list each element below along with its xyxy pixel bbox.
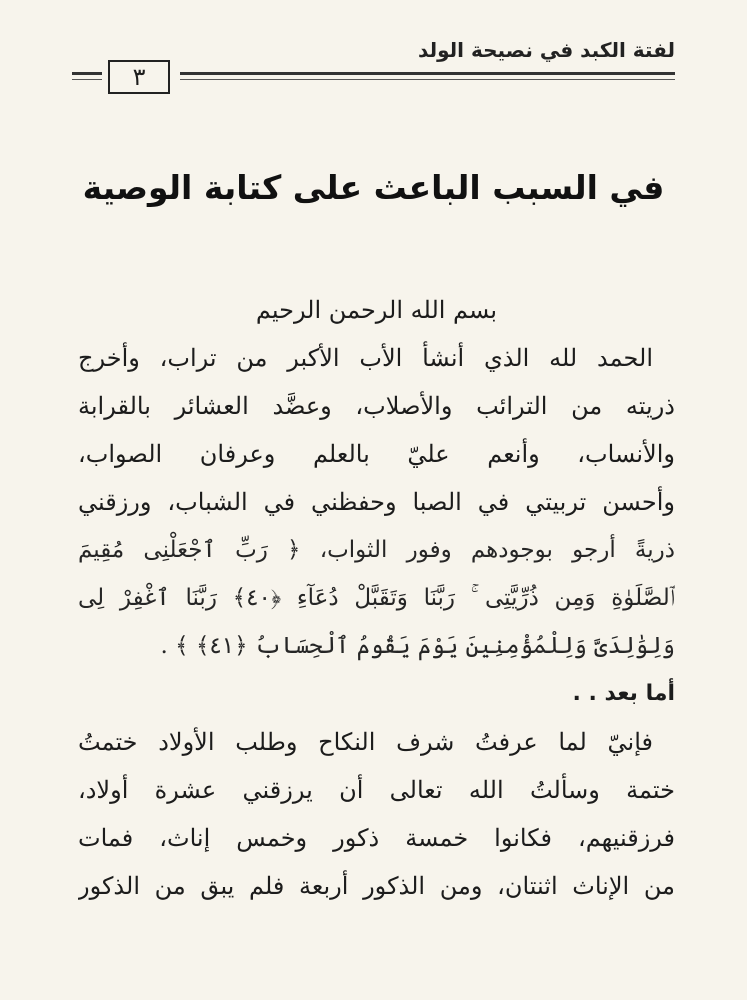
section-opening: أما بعد . .: [572, 681, 675, 706]
quran-line: ذريةً أرجو بوجودهم وفور الثواب، ﴿ رَبِّ ٱجْعَلْنِى مُقِيمَ: [78, 537, 675, 563]
text-line: فرزقنيهم، فكانوا خمسة ذكور وخمس إناث، فمات: [78, 824, 675, 852]
text-line: وأحسن تربيتي في الصبا وحفظني في الشباب، ورزقني: [78, 488, 675, 516]
quran-line: ٱلصَّلَوٰةِ وَمِن ذُرِّيَّتِى ۚ رَبَّنَا وَتَقَبَّلْ دُعَآءِ ﴿٤٠﴾ رَبَّنَا ٱغْفِرْ لِى: [78, 585, 675, 611]
text-line: ذريته من الترائب والأصلاب، وعضَّد العشائر بالقرابة: [78, 392, 675, 420]
text-line: من الإناث اثنتان، ومن الذكور أربعة فلم يبق من الذكور: [78, 872, 675, 900]
header-rule-left: [72, 72, 102, 75]
running-book-title: لفتة الكبد في نصيحة الولد: [418, 38, 675, 62]
quran-line: وَلِوَٰلِدَىَّ وَلِلْمُؤْمِنِينَ يَوْمَ يَقُومُ ٱلْحِسَابُ ﴿٤١﴾ ﴾ .: [160, 633, 675, 659]
page-number: ٣: [108, 60, 170, 94]
text-line: الحمد لله الذي أنشأ الأب الأكبر من تراب، وأخرج: [78, 344, 653, 372]
header-rule: [180, 72, 675, 75]
text-line: ختمة وسألتُ الله تعالى أن يرزقني عشرة أولاد،: [78, 776, 675, 804]
basmala-line: بسم الله الرحمن الرحيم: [255, 296, 498, 324]
page-header: [72, 38, 675, 100]
chapter-title: في السبب الباعث على كتابة الوصية: [82, 168, 665, 207]
header-rule-left-thin: [72, 79, 102, 80]
body-text: [78, 286, 675, 910]
text-line: فإنيّ لما عرفتُ شرف النكاح وطلب الأولاد ختمتُ: [78, 728, 653, 756]
header-rule-thin: [180, 79, 675, 80]
text-line: والأنساب، وأنعم عليّ بالعلم وعرفان الصواب،: [78, 440, 675, 468]
